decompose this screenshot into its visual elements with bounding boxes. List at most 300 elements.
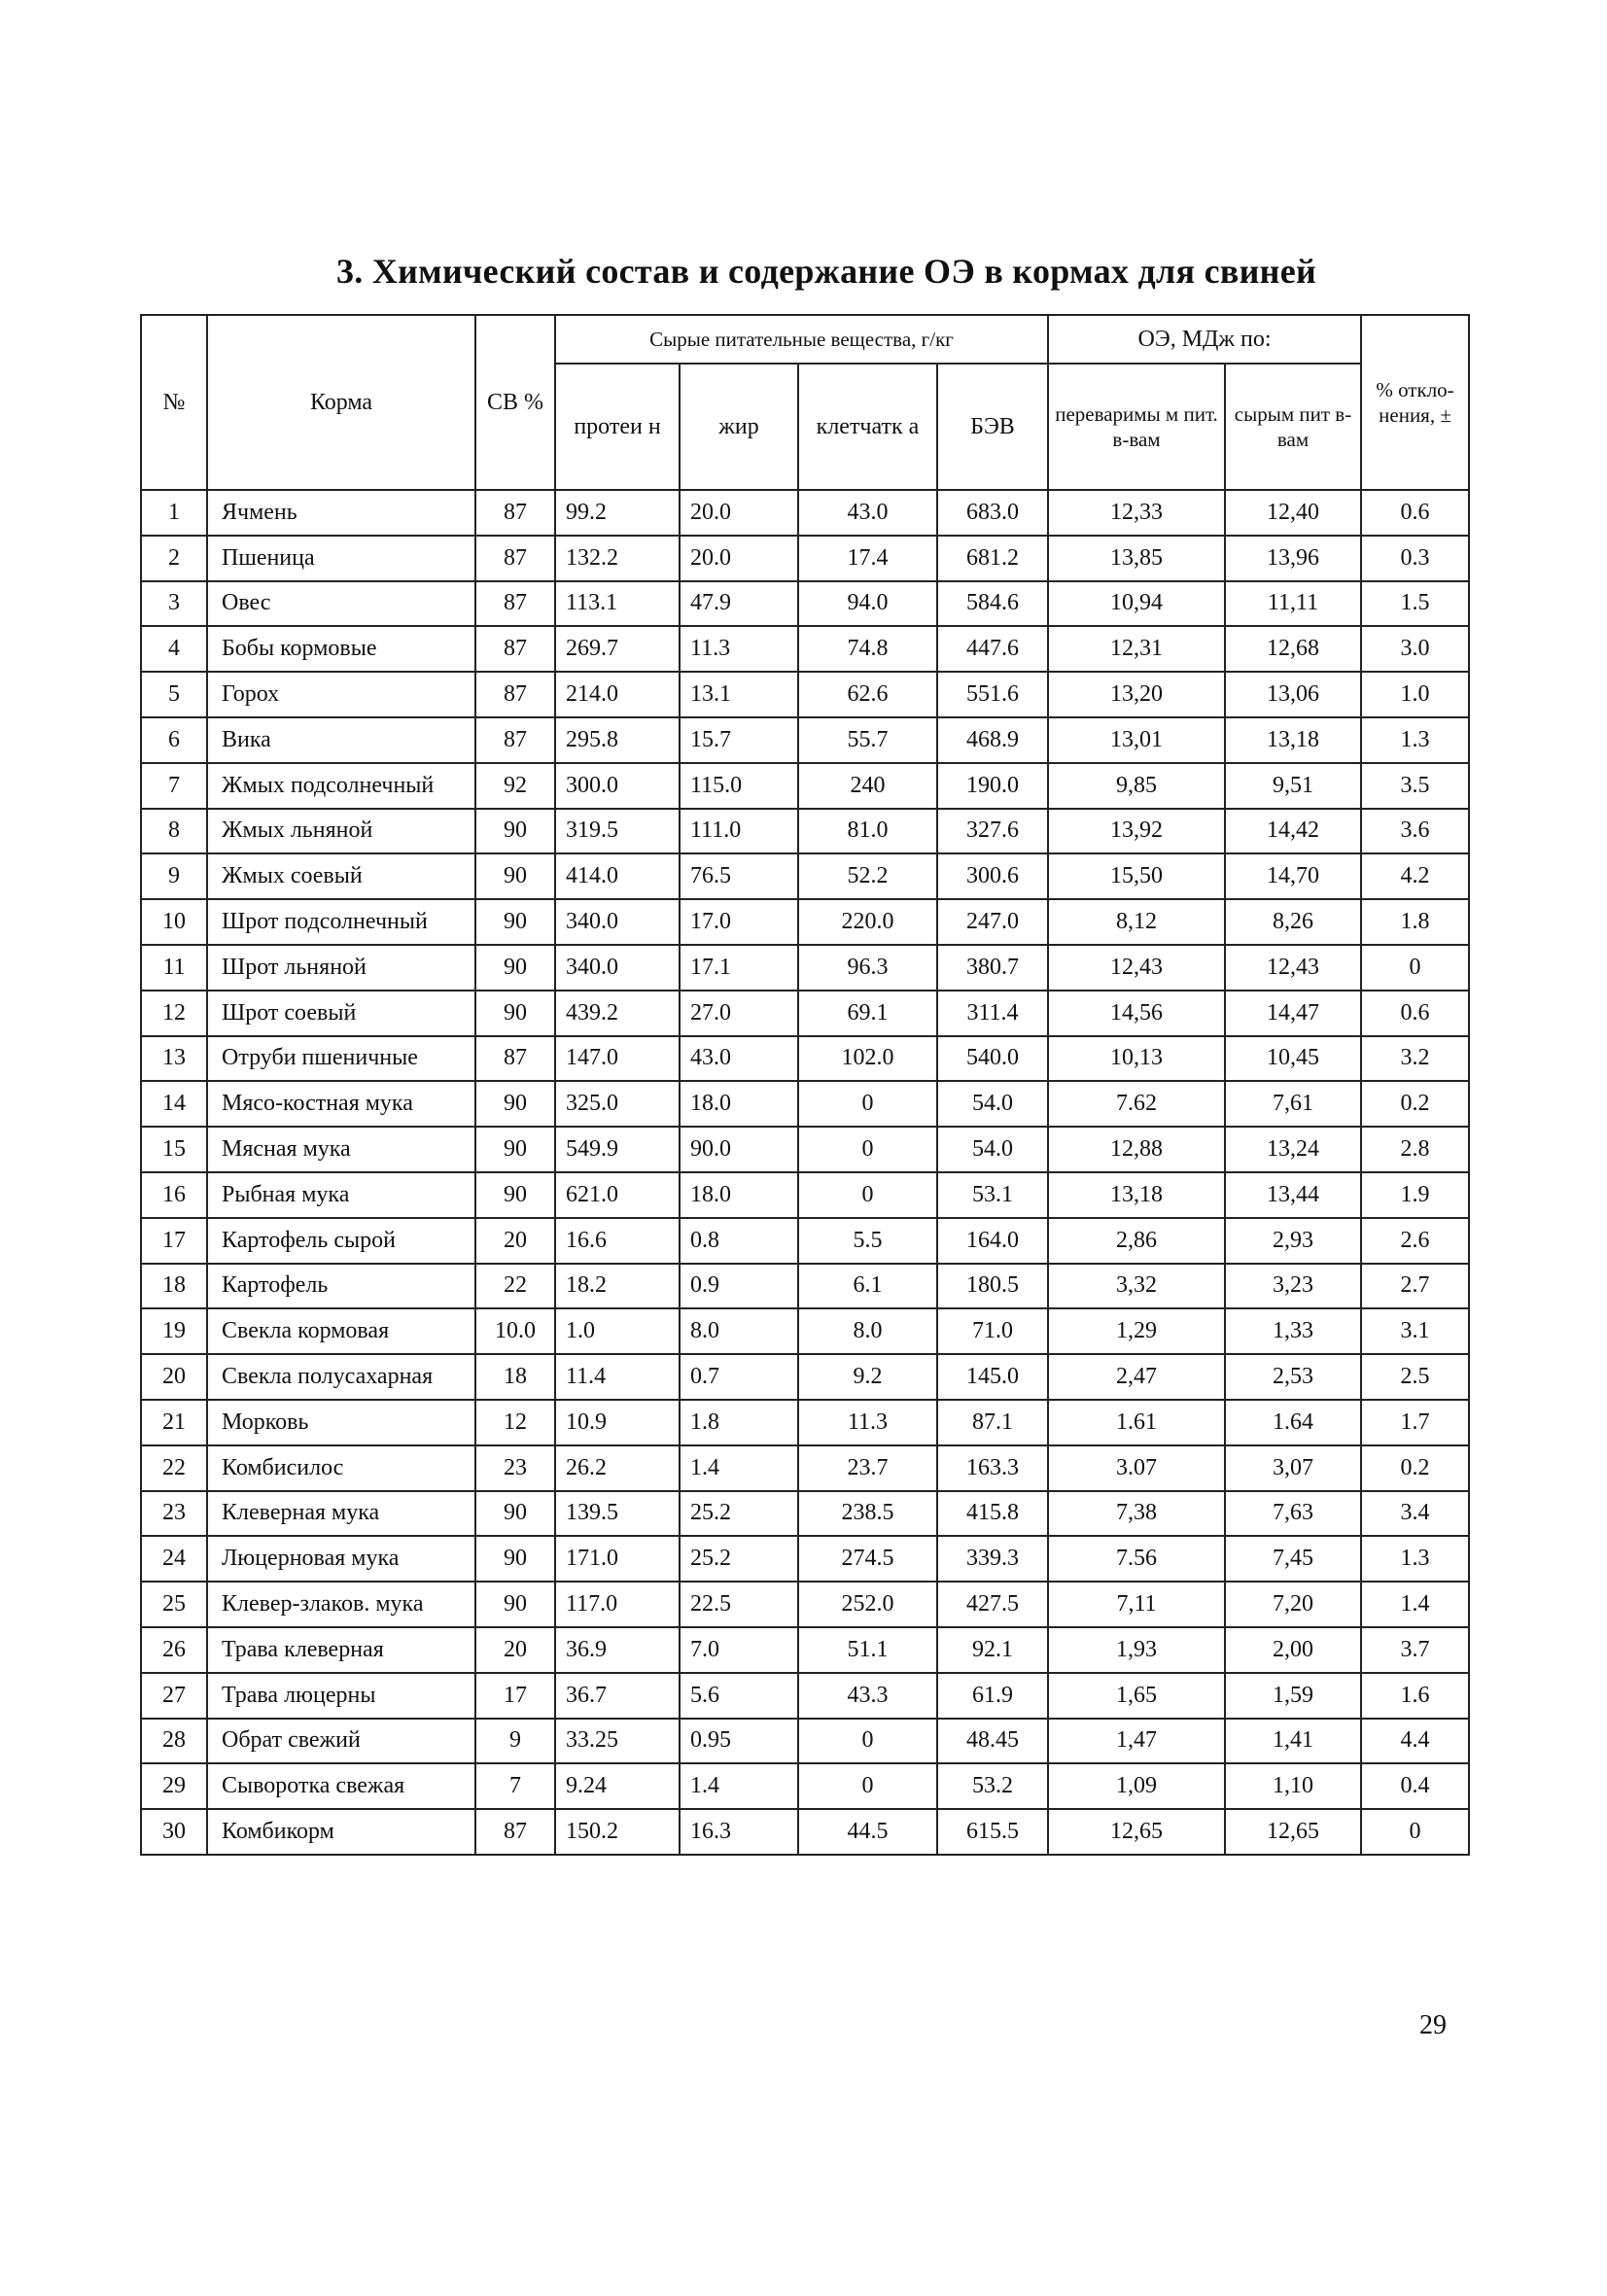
nfe-cell: 92.1 bbox=[937, 1627, 1048, 1673]
deviation-cell: 3.4 bbox=[1361, 1491, 1469, 1537]
dry-matter-cell: 90 bbox=[475, 991, 555, 1036]
fat-cell: 13.1 bbox=[680, 672, 798, 717]
table-row bbox=[141, 536, 1469, 581]
fat-cell: 47.9 bbox=[680, 581, 798, 627]
deviation-cell: 1.8 bbox=[1361, 899, 1469, 945]
dry-matter-cell: 87 bbox=[475, 626, 555, 672]
table-row bbox=[141, 1445, 1469, 1491]
dry-matter-cell: 90 bbox=[475, 899, 555, 945]
table-row bbox=[141, 490, 1469, 536]
me-digestible-cell: 12,88 bbox=[1048, 1127, 1225, 1172]
me-raw-cell: 13,18 bbox=[1225, 717, 1361, 763]
table-row bbox=[141, 809, 1469, 854]
row-number: 19 bbox=[141, 1308, 207, 1354]
protein-cell: 549.9 bbox=[555, 1127, 680, 1172]
dry-matter-cell: 92 bbox=[475, 763, 555, 809]
me-digestible-cell: 9,85 bbox=[1048, 763, 1225, 809]
deviation-cell: 0 bbox=[1361, 945, 1469, 991]
protein-cell: 340.0 bbox=[555, 945, 680, 991]
fiber-cell: 43.0 bbox=[798, 490, 937, 536]
me-digestible-cell: 1,09 bbox=[1048, 1763, 1225, 1809]
feed-name: Отруби пшеничные bbox=[207, 1036, 475, 1082]
me-digestible-cell: 13,18 bbox=[1048, 1172, 1225, 1218]
nfe-cell: 180.5 bbox=[937, 1264, 1048, 1309]
me-digestible-cell: 1,65 bbox=[1048, 1673, 1225, 1719]
fat-cell: 1.4 bbox=[680, 1763, 798, 1809]
me-digestible-cell: 10,13 bbox=[1048, 1036, 1225, 1082]
fat-cell: 76.5 bbox=[680, 853, 798, 899]
me-raw-cell: 7,45 bbox=[1225, 1536, 1361, 1582]
protein-cell: 36.7 bbox=[555, 1673, 680, 1719]
fat-cell: 0.95 bbox=[680, 1719, 798, 1764]
fiber-cell: 9.2 bbox=[798, 1354, 937, 1400]
row-number: 8 bbox=[141, 809, 207, 854]
table-row bbox=[141, 763, 1469, 809]
feed-name: Свекла полусахарная bbox=[207, 1354, 475, 1400]
deviation-cell: 0.4 bbox=[1361, 1763, 1469, 1809]
me-raw-cell: 7,20 bbox=[1225, 1582, 1361, 1627]
fat-cell: 43.0 bbox=[680, 1036, 798, 1082]
fat-cell: 22.5 bbox=[680, 1582, 798, 1627]
protein-cell: 171.0 bbox=[555, 1536, 680, 1582]
feed-name: Трава клеверная bbox=[207, 1627, 475, 1673]
fiber-cell: 0 bbox=[798, 1127, 937, 1172]
fiber-cell: 252.0 bbox=[798, 1582, 937, 1627]
protein-cell: 9.24 bbox=[555, 1763, 680, 1809]
deviation-cell: 0.6 bbox=[1361, 991, 1469, 1036]
me-digestible-cell: 12,43 bbox=[1048, 945, 1225, 991]
dry-matter-cell: 87 bbox=[475, 536, 555, 581]
me-raw-cell: 3,07 bbox=[1225, 1445, 1361, 1491]
deviation-cell: 4.4 bbox=[1361, 1719, 1469, 1764]
row-number: 4 bbox=[141, 626, 207, 672]
me-digestible-cell: 13,20 bbox=[1048, 672, 1225, 717]
fat-cell: 0.7 bbox=[680, 1354, 798, 1400]
me-digestible-cell: 12,33 bbox=[1048, 490, 1225, 536]
feed-name: Мясо-костная мука bbox=[207, 1081, 475, 1127]
fat-cell: 25.2 bbox=[680, 1536, 798, 1582]
dry-matter-cell: 9 bbox=[475, 1719, 555, 1764]
me-digestible-cell: 12,31 bbox=[1048, 626, 1225, 672]
me-raw-cell: 14,47 bbox=[1225, 991, 1361, 1036]
row-number: 10 bbox=[141, 899, 207, 945]
fat-cell: 27.0 bbox=[680, 991, 798, 1036]
fiber-cell: 0 bbox=[798, 1719, 937, 1764]
nfe-cell: 540.0 bbox=[937, 1036, 1048, 1082]
protein-cell: 439.2 bbox=[555, 991, 680, 1036]
dry-matter-cell: 90 bbox=[475, 1127, 555, 1172]
row-number: 30 bbox=[141, 1809, 207, 1855]
fiber-cell: 96.3 bbox=[798, 945, 937, 991]
table-row bbox=[141, 899, 1469, 945]
me-raw-cell: 13,44 bbox=[1225, 1172, 1361, 1218]
nfe-cell: 87.1 bbox=[937, 1400, 1048, 1445]
fat-cell: 17.1 bbox=[680, 945, 798, 991]
row-number: 9 bbox=[141, 853, 207, 899]
dry-matter-cell: 87 bbox=[475, 672, 555, 717]
fat-cell: 0.9 bbox=[680, 1264, 798, 1309]
me-raw-cell: 1,59 bbox=[1225, 1673, 1361, 1719]
table-row bbox=[141, 626, 1469, 672]
nfe-cell: 615.5 bbox=[937, 1809, 1048, 1855]
me-raw-cell: 13,96 bbox=[1225, 536, 1361, 581]
deviation-cell: 1.9 bbox=[1361, 1172, 1469, 1218]
row-number: 16 bbox=[141, 1172, 207, 1218]
table-row bbox=[141, 717, 1469, 763]
feed-name: Клевер-злаков. мука bbox=[207, 1582, 475, 1627]
nfe-cell: 53.1 bbox=[937, 1172, 1048, 1218]
feed-name: Морковь bbox=[207, 1400, 475, 1445]
fiber-cell: 0 bbox=[798, 1081, 937, 1127]
header-fat: жир bbox=[680, 364, 798, 490]
header-number: № bbox=[141, 315, 207, 490]
me-raw-cell: 12,43 bbox=[1225, 945, 1361, 991]
me-digestible-cell: 3,32 bbox=[1048, 1264, 1225, 1309]
fat-cell: 20.0 bbox=[680, 490, 798, 536]
nfe-cell: 339.3 bbox=[937, 1536, 1048, 1582]
nfe-cell: 468.9 bbox=[937, 717, 1048, 763]
me-digestible-cell: 8,12 bbox=[1048, 899, 1225, 945]
deviation-cell: 2.6 bbox=[1361, 1218, 1469, 1264]
me-digestible-cell: 7.62 bbox=[1048, 1081, 1225, 1127]
deviation-cell: 3.0 bbox=[1361, 626, 1469, 672]
nfe-cell: 415.8 bbox=[937, 1491, 1048, 1537]
fiber-cell: 274.5 bbox=[798, 1536, 937, 1582]
me-digestible-cell: 13,85 bbox=[1048, 536, 1225, 581]
protein-cell: 10.9 bbox=[555, 1400, 680, 1445]
table-row bbox=[141, 1809, 1469, 1855]
feed-name: Ячмень bbox=[207, 490, 475, 536]
protein-cell: 16.6 bbox=[555, 1218, 680, 1264]
fiber-cell: 55.7 bbox=[798, 717, 937, 763]
nfe-cell: 54.0 bbox=[937, 1127, 1048, 1172]
protein-cell: 340.0 bbox=[555, 899, 680, 945]
feed-composition-table bbox=[140, 314, 1470, 1856]
table-row bbox=[141, 1036, 1469, 1082]
fiber-cell: 5.5 bbox=[798, 1218, 937, 1264]
dry-matter-cell: 20 bbox=[475, 1218, 555, 1264]
fat-cell: 17.0 bbox=[680, 899, 798, 945]
dry-matter-cell: 18 bbox=[475, 1354, 555, 1400]
deviation-cell: 3.1 bbox=[1361, 1308, 1469, 1354]
row-number: 29 bbox=[141, 1763, 207, 1809]
feed-name: Картофель сырой bbox=[207, 1218, 475, 1264]
row-number: 23 bbox=[141, 1491, 207, 1537]
fiber-cell: 51.1 bbox=[798, 1627, 937, 1673]
row-number: 11 bbox=[141, 945, 207, 991]
me-raw-cell: 2,53 bbox=[1225, 1354, 1361, 1400]
header-deviation: % откло-нения, ± bbox=[1361, 315, 1469, 490]
nfe-cell: 247.0 bbox=[937, 899, 1048, 945]
deviation-cell: 1.6 bbox=[1361, 1673, 1469, 1719]
table-row bbox=[141, 945, 1469, 991]
row-number: 2 bbox=[141, 536, 207, 581]
fiber-cell: 62.6 bbox=[798, 672, 937, 717]
feed-name: Люцерновая мука bbox=[207, 1536, 475, 1582]
protein-cell: 300.0 bbox=[555, 763, 680, 809]
header-raw-nutrients: Сырые питательные вещества, г/кг bbox=[555, 315, 1048, 364]
feed-name: Свекла кормовая bbox=[207, 1308, 475, 1354]
table-row bbox=[141, 672, 1469, 717]
me-digestible-cell: 7.56 bbox=[1048, 1536, 1225, 1582]
me-raw-cell: 11,11 bbox=[1225, 581, 1361, 627]
table-row bbox=[141, 1763, 1469, 1809]
feed-name: Сыворотка свежая bbox=[207, 1763, 475, 1809]
fiber-cell: 69.1 bbox=[798, 991, 937, 1036]
row-number: 26 bbox=[141, 1627, 207, 1673]
feed-name: Жмых подсолнечный bbox=[207, 763, 475, 809]
me-raw-cell: 1,10 bbox=[1225, 1763, 1361, 1809]
deviation-cell: 3.5 bbox=[1361, 763, 1469, 809]
fiber-cell: 11.3 bbox=[798, 1400, 937, 1445]
protein-cell: 214.0 bbox=[555, 672, 680, 717]
table-row bbox=[141, 1218, 1469, 1264]
row-number: 13 bbox=[141, 1036, 207, 1082]
deviation-cell: 1.7 bbox=[1361, 1400, 1469, 1445]
fiber-cell: 6.1 bbox=[798, 1264, 937, 1309]
row-number: 22 bbox=[141, 1445, 207, 1491]
header-protein: протеи н bbox=[555, 364, 680, 490]
row-number: 5 bbox=[141, 672, 207, 717]
nfe-cell: 683.0 bbox=[937, 490, 1048, 536]
fiber-cell: 17.4 bbox=[798, 536, 937, 581]
row-number: 7 bbox=[141, 763, 207, 809]
fiber-cell: 220.0 bbox=[798, 899, 937, 945]
deviation-cell: 0.3 bbox=[1361, 536, 1469, 581]
me-digestible-cell: 10,94 bbox=[1048, 581, 1225, 627]
me-raw-cell: 14,70 bbox=[1225, 853, 1361, 899]
me-raw-cell: 1,33 bbox=[1225, 1308, 1361, 1354]
nfe-cell: 447.6 bbox=[937, 626, 1048, 672]
nfe-cell: 584.6 bbox=[937, 581, 1048, 627]
dry-matter-cell: 7 bbox=[475, 1763, 555, 1809]
me-digestible-cell: 14,56 bbox=[1048, 991, 1225, 1036]
me-raw-cell: 12,40 bbox=[1225, 490, 1361, 536]
me-digestible-cell: 13,01 bbox=[1048, 717, 1225, 763]
me-raw-cell: 10,45 bbox=[1225, 1036, 1361, 1082]
me-raw-cell: 9,51 bbox=[1225, 763, 1361, 809]
nfe-cell: 300.6 bbox=[937, 853, 1048, 899]
fiber-cell: 0 bbox=[798, 1763, 937, 1809]
fat-cell: 111.0 bbox=[680, 809, 798, 854]
feed-name: Картофель bbox=[207, 1264, 475, 1309]
dry-matter-cell: 87 bbox=[475, 1809, 555, 1855]
me-raw-cell: 2,00 bbox=[1225, 1627, 1361, 1673]
protein-cell: 1.0 bbox=[555, 1308, 680, 1354]
protein-cell: 36.9 bbox=[555, 1627, 680, 1673]
fat-cell: 25.2 bbox=[680, 1491, 798, 1537]
nfe-cell: 311.4 bbox=[937, 991, 1048, 1036]
dry-matter-cell: 20 bbox=[475, 1627, 555, 1673]
header-me-digestible: переваримы м пит. в-вам bbox=[1048, 364, 1225, 490]
fat-cell: 20.0 bbox=[680, 536, 798, 581]
protein-cell: 11.4 bbox=[555, 1354, 680, 1400]
header-me-group: ОЭ, МДж по: bbox=[1048, 315, 1361, 364]
feed-name: Горох bbox=[207, 672, 475, 717]
dry-matter-cell: 90 bbox=[475, 1172, 555, 1218]
fat-cell: 90.0 bbox=[680, 1127, 798, 1172]
me-raw-cell: 3,23 bbox=[1225, 1264, 1361, 1309]
me-digestible-cell: 2,47 bbox=[1048, 1354, 1225, 1400]
nfe-cell: 427.5 bbox=[937, 1582, 1048, 1627]
deviation-cell: 0.6 bbox=[1361, 490, 1469, 536]
deviation-cell: 2.5 bbox=[1361, 1354, 1469, 1400]
row-number: 27 bbox=[141, 1673, 207, 1719]
row-number: 1 bbox=[141, 490, 207, 536]
dry-matter-cell: 90 bbox=[475, 853, 555, 899]
protein-cell: 150.2 bbox=[555, 1809, 680, 1855]
table-row bbox=[141, 1491, 1469, 1537]
nfe-cell: 681.2 bbox=[937, 536, 1048, 581]
me-digestible-cell: 13,92 bbox=[1048, 809, 1225, 854]
fat-cell: 15.7 bbox=[680, 717, 798, 763]
protein-cell: 33.25 bbox=[555, 1719, 680, 1764]
page-number: 29 bbox=[1419, 2010, 1447, 2040]
row-number: 17 bbox=[141, 1218, 207, 1264]
dry-matter-cell: 12 bbox=[475, 1400, 555, 1445]
dry-matter-cell: 23 bbox=[475, 1445, 555, 1491]
me-digestible-cell: 1,47 bbox=[1048, 1719, 1225, 1764]
table-row bbox=[141, 1719, 1469, 1764]
me-raw-cell: 2,93 bbox=[1225, 1218, 1361, 1264]
deviation-cell: 0 bbox=[1361, 1809, 1469, 1855]
header-fiber: клетчатк а bbox=[798, 364, 937, 490]
table-row bbox=[141, 1627, 1469, 1673]
nfe-cell: 53.2 bbox=[937, 1763, 1048, 1809]
me-digestible-cell: 7,38 bbox=[1048, 1491, 1225, 1537]
table-row bbox=[141, 1127, 1469, 1172]
feed-name: Жмых соевый bbox=[207, 853, 475, 899]
dry-matter-cell: 22 bbox=[475, 1264, 555, 1309]
me-digestible-cell: 12,65 bbox=[1048, 1809, 1225, 1855]
table-row bbox=[141, 1308, 1469, 1354]
fat-cell: 1.8 bbox=[680, 1400, 798, 1445]
row-number: 15 bbox=[141, 1127, 207, 1172]
me-raw-cell: 8,26 bbox=[1225, 899, 1361, 945]
nfe-cell: 71.0 bbox=[937, 1308, 1048, 1354]
table-row bbox=[141, 1673, 1469, 1719]
fat-cell: 7.0 bbox=[680, 1627, 798, 1673]
protein-cell: 147.0 bbox=[555, 1036, 680, 1082]
feed-name: Овес bbox=[207, 581, 475, 627]
nfe-cell: 164.0 bbox=[937, 1218, 1048, 1264]
fat-cell: 8.0 bbox=[680, 1308, 798, 1354]
nfe-cell: 54.0 bbox=[937, 1081, 1048, 1127]
nfe-cell: 163.3 bbox=[937, 1445, 1048, 1491]
me-digestible-cell: 1.61 bbox=[1048, 1400, 1225, 1445]
row-number: 6 bbox=[141, 717, 207, 763]
dry-matter-cell: 90 bbox=[475, 1081, 555, 1127]
me-digestible-cell: 15,50 bbox=[1048, 853, 1225, 899]
deviation-cell: 1.4 bbox=[1361, 1582, 1469, 1627]
row-number: 3 bbox=[141, 581, 207, 627]
fiber-cell: 52.2 bbox=[798, 853, 937, 899]
table-row bbox=[141, 853, 1469, 899]
me-digestible-cell: 3.07 bbox=[1048, 1445, 1225, 1491]
dry-matter-cell: 87 bbox=[475, 581, 555, 627]
deviation-cell: 0.2 bbox=[1361, 1445, 1469, 1491]
fat-cell: 1.4 bbox=[680, 1445, 798, 1491]
fiber-cell: 94.0 bbox=[798, 581, 937, 627]
table-row bbox=[141, 1081, 1469, 1127]
nfe-cell: 48.45 bbox=[937, 1719, 1048, 1764]
fat-cell: 5.6 bbox=[680, 1673, 798, 1719]
protein-cell: 414.0 bbox=[555, 853, 680, 899]
me-digestible-cell: 1,93 bbox=[1048, 1627, 1225, 1673]
fat-cell: 18.0 bbox=[680, 1081, 798, 1127]
protein-cell: 621.0 bbox=[555, 1172, 680, 1218]
protein-cell: 26.2 bbox=[555, 1445, 680, 1491]
fiber-cell: 44.5 bbox=[798, 1809, 937, 1855]
me-raw-cell: 12,65 bbox=[1225, 1809, 1361, 1855]
header-nfe: БЭВ bbox=[937, 364, 1048, 490]
protein-cell: 99.2 bbox=[555, 490, 680, 536]
deviation-cell: 1.3 bbox=[1361, 717, 1469, 763]
dry-matter-cell: 10.0 bbox=[475, 1308, 555, 1354]
feed-name: Шрот льняной bbox=[207, 945, 475, 991]
fat-cell: 11.3 bbox=[680, 626, 798, 672]
table-row bbox=[141, 1536, 1469, 1582]
row-number: 14 bbox=[141, 1081, 207, 1127]
fat-cell: 0.8 bbox=[680, 1218, 798, 1264]
feed-name: Комбисилос bbox=[207, 1445, 475, 1491]
fiber-cell: 240 bbox=[798, 763, 937, 809]
nfe-cell: 380.7 bbox=[937, 945, 1048, 991]
nfe-cell: 551.6 bbox=[937, 672, 1048, 717]
feed-name: Шрот соевый bbox=[207, 991, 475, 1036]
table-row bbox=[141, 991, 1469, 1036]
feed-name: Рыбная мука bbox=[207, 1172, 475, 1218]
nfe-cell: 61.9 bbox=[937, 1673, 1048, 1719]
table-row bbox=[141, 581, 1469, 627]
feed-name: Жмых льняной bbox=[207, 809, 475, 854]
fat-cell: 18.0 bbox=[680, 1172, 798, 1218]
deviation-cell: 2.8 bbox=[1361, 1127, 1469, 1172]
me-digestible-cell: 7,11 bbox=[1048, 1582, 1225, 1627]
dry-matter-cell: 90 bbox=[475, 1536, 555, 1582]
dry-matter-cell: 90 bbox=[475, 1491, 555, 1537]
dry-matter-cell: 17 bbox=[475, 1673, 555, 1719]
fiber-cell: 8.0 bbox=[798, 1308, 937, 1354]
nfe-cell: 145.0 bbox=[937, 1354, 1048, 1400]
feed-name: Шрот подсолнечный bbox=[207, 899, 475, 945]
me-raw-cell: 14,42 bbox=[1225, 809, 1361, 854]
row-number: 24 bbox=[141, 1536, 207, 1582]
me-raw-cell: 1.64 bbox=[1225, 1400, 1361, 1445]
protein-cell: 139.5 bbox=[555, 1491, 680, 1537]
page-title: 3. Химический состав и содержание ОЭ в кормах для свиней bbox=[335, 252, 1317, 291]
dry-matter-cell: 90 bbox=[475, 809, 555, 854]
table-row bbox=[141, 1172, 1469, 1218]
dry-matter-cell: 87 bbox=[475, 490, 555, 536]
deviation-cell: 0.2 bbox=[1361, 1081, 1469, 1127]
feed-name: Клеверная мука bbox=[207, 1491, 475, 1537]
header-feed: Корма bbox=[207, 315, 475, 490]
feed-name: Вика bbox=[207, 717, 475, 763]
nfe-cell: 190.0 bbox=[937, 763, 1048, 809]
row-number: 28 bbox=[141, 1719, 207, 1764]
me-raw-cell: 1,41 bbox=[1225, 1719, 1361, 1764]
table-row bbox=[141, 1400, 1469, 1445]
header-me-raw: сырым пит в-вам bbox=[1225, 364, 1361, 490]
row-number: 18 bbox=[141, 1264, 207, 1309]
feed-name: Пшеница bbox=[207, 536, 475, 581]
deviation-cell: 4.2 bbox=[1361, 853, 1469, 899]
protein-cell: 117.0 bbox=[555, 1582, 680, 1627]
dry-matter-cell: 90 bbox=[475, 1582, 555, 1627]
me-digestible-cell: 1,29 bbox=[1048, 1308, 1225, 1354]
fat-cell: 115.0 bbox=[680, 763, 798, 809]
